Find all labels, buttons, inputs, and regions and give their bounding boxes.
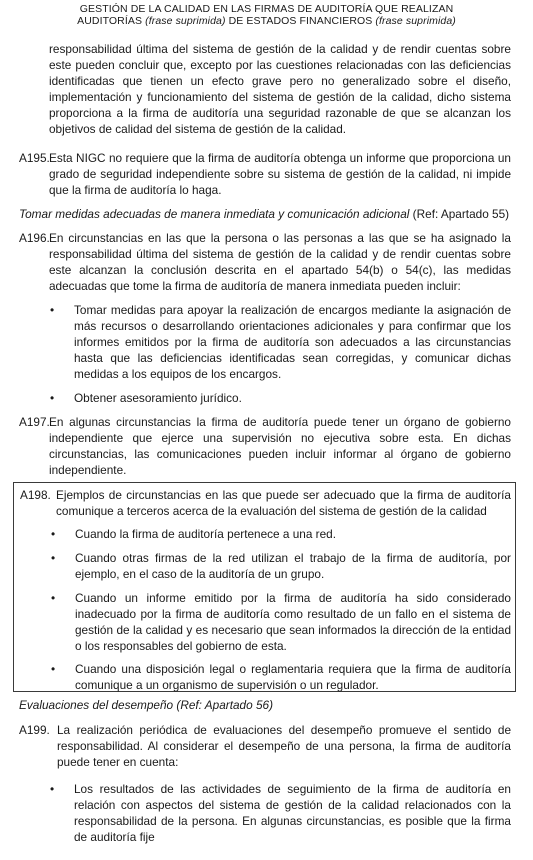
section-heading-immediate-actions: Tomar medidas adecuadas de manera inmediata y comunicación adicional (Ref: Apartado 55) — [19, 207, 510, 221]
bullet-item: • Cuando una disposición legal o reglamentaria requiera que la firma de auditoría comunique a un organismo de supervisión o un regulador. — [51, 662, 511, 692]
bullet-icon: • — [51, 662, 56, 676]
paragraph-number: A198. — [20, 488, 51, 502]
bullet-icon: • — [50, 782, 55, 796]
paragraph-a196: A196. En circunstancias en las que la persona o las personas a las que se ha asignado la responsabilidad última del sistema de gestión de la calidad y de rendir cuentas sobre este alcanzan la conclusión descrita en el apartado 54(b) o 54(c), las medidas adecuadas que tome la firma de auditoría de manera inmediata pueden incluir: — [19, 231, 511, 293]
paragraph-number: A195. — [19, 151, 50, 165]
bullet-icon: • — [51, 551, 56, 565]
bullet-item: • Obtener asesoramiento jurídico. — [50, 391, 242, 405]
paragraph-a195: A195. Esta NIGC no requiere que la firma de auditoría obtenga un informe que proporciona un grado de seguridad independiente sobre su sistema de gestión de la calidad, ni impide que la firma de auditoría lo haga. — [19, 151, 511, 197]
running-header — [0, 3, 533, 27]
bullet-icon: • — [50, 391, 55, 405]
bullet-item: • Cuando un informe emitido por la firma de auditoría ha sido considerado inadecuado por la firma de auditoría como resultado de un fallo en el sistema de gestión de la calidad y es necesario que sean informados la dirección de la entidad o los responsables del gobierno de esta. — [51, 591, 511, 653]
paragraph-a198: A198. Ejemplos de circunstancias en las que puede ser adecuado que la firma de auditoría comunique a terceros acerca de la evaluación del sistema de gestión de la calidad — [20, 488, 511, 518]
header-line-2: AUDITORÍAS (frase suprimida) DE ESTADOS FINANCIEROS (frase suprimida) — [77, 15, 456, 27]
paragraph-a197: A197. En algunas circunstancias la firma de auditoría puede tener un órgano de gobierno independiente que ejerce una supervisión no ejecutiva sobre esta. En dichas circunstancias, las comunicaciones pueden incluir informar al órgano de gobierno independiente. — [19, 415, 511, 477]
paragraph-number: A197. — [19, 415, 50, 429]
bullet-item: • Tomar medidas para apoyar la realización de encargos mediante la asignación de más recursos o desarrollando orientaciones adicionales y para confirmar que los informes emitidos por la firma de auditoría son adecuados a las circunstancias hasta que las deficiencias identificadas sean corregidas, y comunicar dichas medidas a los equipos de los encargos. — [50, 303, 511, 381]
bullet-icon: • — [51, 591, 56, 605]
paragraph-number: A199. — [19, 723, 50, 737]
examples-box — [13, 482, 516, 692]
section-heading-performance-evaluations: Evaluaciones del desempeño (Ref: Apartado 56) — [19, 698, 274, 712]
bullet-item: • Cuando otras firmas de la red utilizan el trabajo de la firma de auditoría, por ejemplo, en el caso de la auditoría de un grupo. — [51, 551, 511, 581]
paragraph-number: A196. — [19, 231, 50, 245]
bullet-icon: • — [51, 527, 56, 541]
paragraph-a199: A199. La realización periódica de evaluaciones del desempeño promueve el sentido de responsabilidad. Al considerar el desempeño de una persona, la firma de auditoría puede tener en cuenta: — [19, 723, 511, 769]
header-line-1: GESTIÓN DE LA CALIDAD EN LAS FIRMAS DE AUDITORÍA QUE REALIZAN — [79, 3, 454, 15]
bullet-item: • Cuando la firma de auditoría pertenece a una red. — [51, 527, 337, 541]
bullet-icon: • — [50, 303, 55, 317]
bullet-item: • Los resultados de las actividades de seguimiento de la firma de auditoría en relación con aspectos del sistema de gestión de la calidad relacionados con la responsabilidad de la persona. En algunas circunstancias, es posible que la firma de auditoría fije — [50, 782, 511, 844]
intro-paragraph: responsabilidad última del sistema de gestión de la calidad y de rendir cuentas sobre este pueden concluir que, excepto por las cuestiones relacionadas con las deficiencias identificadas que tienen un efecto grave pero no generalizado sobre el diseño, implementación y funcionamiento del sistema de gestión de la calidad, dicho sistema proporciona a la firma de auditoría una seguridad razonable de que se alcanzan los objetivos de calidad del sistema de gestión de la calidad. — [49, 42, 511, 136]
